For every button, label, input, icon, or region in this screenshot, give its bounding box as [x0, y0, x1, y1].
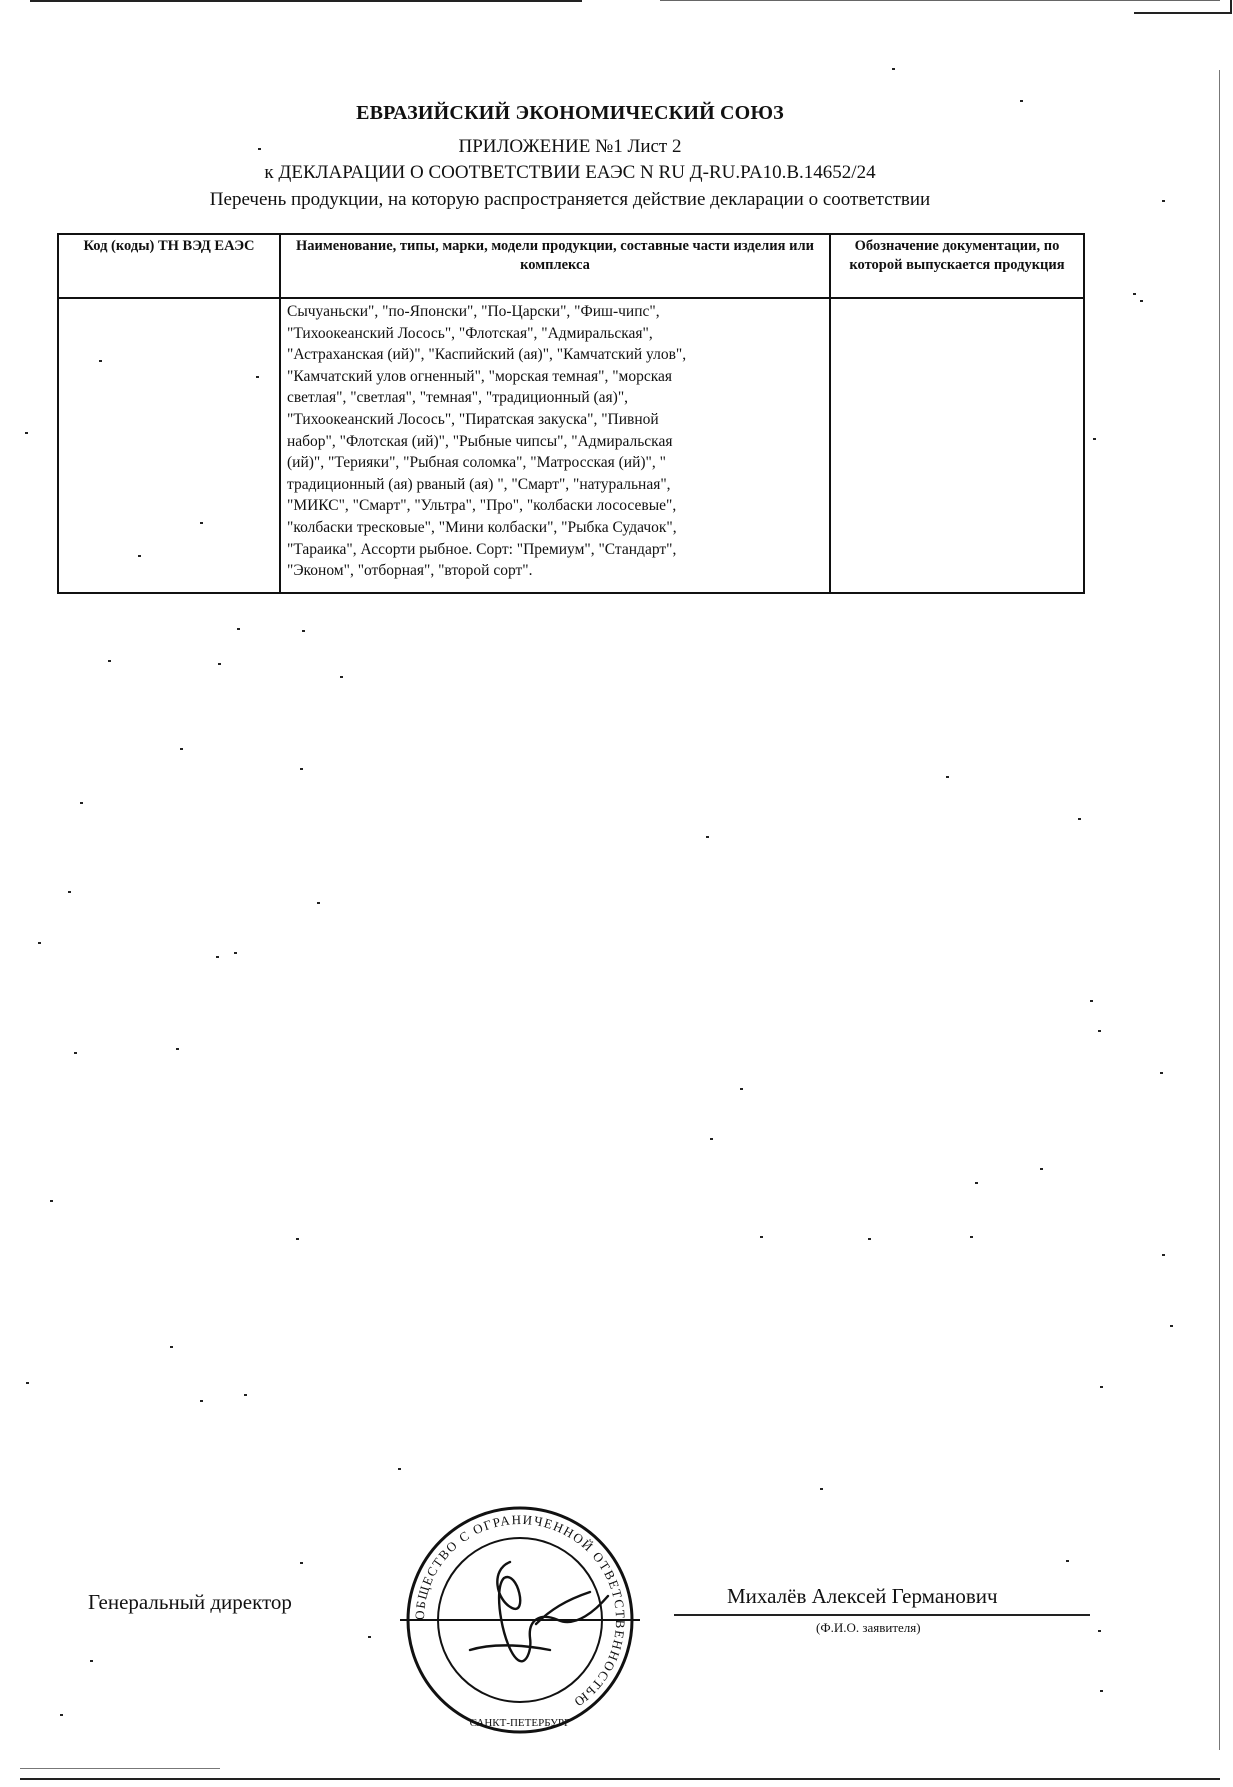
table-header-row	[58, 234, 1084, 298]
col-header-documentation: Обозначение документации, по которой выпускается продукция	[830, 234, 1084, 298]
signatory-caption: (Ф.И.О. заявителя)	[816, 1620, 921, 1635]
page-border-top	[30, 0, 582, 2]
names-line: светлая", "светлая", "темная", "традиционный (ая)",	[287, 389, 629, 407]
names-line: "Эконом", "отборная", "второй сорт".	[287, 562, 533, 580]
svg-text:ОБЩЕСТВО С ОГРАНИЧЕННОЙ ОТВЕТС	[412, 1512, 628, 1711]
names-line: "Тихоокеанский Лосось", "Пиратская закуска", "Пивной	[287, 410, 659, 428]
page-border-right	[1219, 70, 1220, 1750]
handwritten-signature	[470, 1562, 608, 1661]
cell-product-names	[280, 298, 830, 593]
appendix-title: ПРИЛОЖЕНИЕ №1 Лист 2	[458, 136, 682, 157]
names-line: "МИКС", "Смарт", "Ультра", "Про", "колбаски лососевые",	[287, 497, 677, 515]
names-line: (ий)", "Терияки", "Рыбная соломка", "Матросская (ий)", "	[287, 454, 666, 472]
declaration-ref: к ДЕКЛАРАЦИИ О СООТВЕТСТВИИ ЕАЭС N RU Д-RU.PA10.B.14652/24	[264, 162, 876, 183]
signature-line	[674, 1614, 1090, 1616]
names-line: "Тараика", Ассорти рыбное. Сорт: "Премиум", "Стандарт",	[287, 540, 677, 558]
page-border-right-top	[1230, 0, 1232, 12]
signatory-name: Михалёв Алексей Германович	[727, 1584, 998, 1608]
names-line: набор", "Флотская (ий)", "Рыбные чипсы", "Адмиральская	[287, 432, 673, 450]
list-title: Перечень продукции, на которую распространяется действие декларации о соответствии	[209, 189, 931, 210]
names-line: "Астраханская (ий)", "Каспийский (ая)", "Камчатский улов",	[287, 346, 687, 364]
stamp-city: САНКТ-ПЕТЕРБУРГ	[469, 1717, 571, 1729]
cell-code	[58, 298, 280, 593]
names-line: "Камчатский улов огненный", "морская темная", "морская	[287, 367, 673, 385]
col-header-names: Наименование, типы, марки, модели продукции, составные части изделия или комплекса	[280, 234, 830, 298]
signatory-position: Генеральный директор	[88, 1590, 292, 1614]
cell-documentation	[830, 298, 1084, 593]
product-table	[57, 233, 1085, 594]
names-line: "Тихоокеанский Лосось", "Флотская", "Адмиральская",	[287, 324, 653, 342]
names-line: Сычуаньски", "по-Японски", "По-Царски", "Фиш-чипс",	[287, 303, 660, 320]
page-border-corner	[1134, 12, 1232, 14]
page-border-top-right	[660, 0, 1220, 1]
stamp-ring-text: ОБЩЕСТВО С ОГРАНИЧЕННОЙ ОТВЕТСТВЕННОСТЬЮ	[411, 1511, 629, 1711]
page-border-bottom-inner	[20, 1768, 220, 1769]
union-title: ЕВРАЗИЙСКИЙ ЭКОНОМИЧЕСКИЙ СОЮЗ	[356, 102, 784, 124]
names-line: традиционный (ая) рваный (ая) ", "Смарт", "натуральная",	[287, 475, 671, 493]
page-border-bottom	[20, 1778, 1220, 1780]
names-line: "колбаски тресковые", "Мини колбаски", "Рыбка Судачок",	[287, 518, 677, 536]
table-row	[58, 298, 1084, 593]
company-seal-stamp	[400, 1500, 640, 1740]
col-header-code: Код (коды) ТН ВЭД ЕАЭС	[58, 234, 280, 298]
